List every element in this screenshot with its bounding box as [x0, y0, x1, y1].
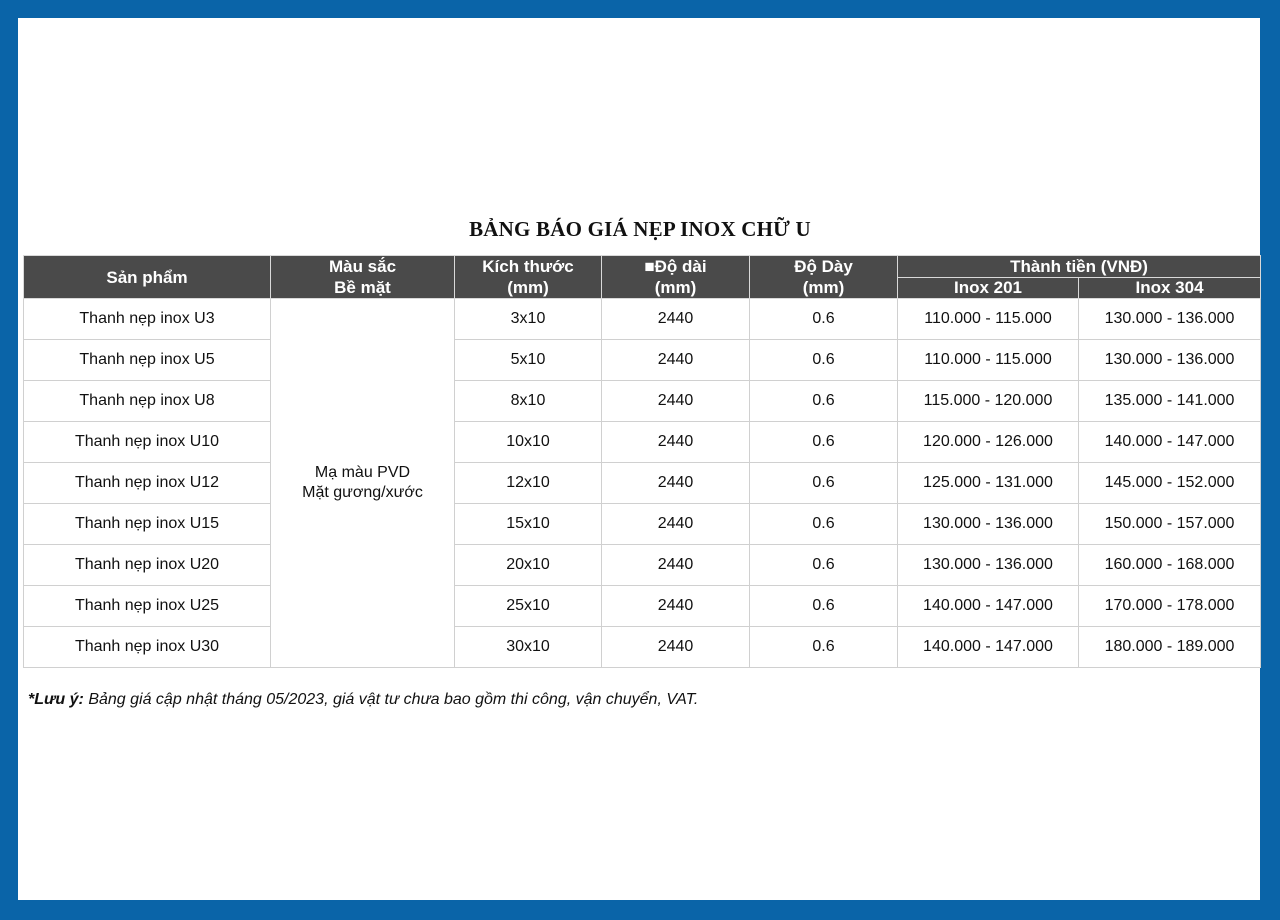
cell-size: 30x10 — [455, 627, 602, 668]
cell-length: 2440 — [602, 340, 750, 381]
cell-length: 2440 — [602, 545, 750, 586]
header-price-group: Thành tiền (VNĐ) — [898, 256, 1261, 278]
price-table — [23, 255, 1261, 668]
cell-thickness: 0.6 — [750, 381, 898, 422]
cell-inox201: 110.000 - 115.000 — [898, 340, 1079, 381]
cell-thickness: 0.6 — [750, 586, 898, 627]
cell-product: Thanh nẹp inox U12 — [24, 463, 271, 504]
header-inox304: Inox 304 — [1079, 278, 1261, 299]
cell-inox304: 145.000 - 152.000 — [1079, 463, 1261, 504]
cell-inox304: 130.000 - 136.000 — [1079, 340, 1261, 381]
cell-inox201: 125.000 - 131.000 — [898, 463, 1079, 504]
cell-thickness: 0.6 — [750, 627, 898, 668]
table-row — [24, 504, 1261, 545]
cell-size: 8x10 — [455, 381, 602, 422]
cell-inox304: 180.000 - 189.000 — [1079, 627, 1261, 668]
table-row — [24, 463, 1261, 504]
table-row — [24, 627, 1261, 668]
cell-length: 2440 — [602, 299, 750, 340]
cell-product: Thanh nẹp inox U30 — [24, 627, 271, 668]
cell-size: 25x10 — [455, 586, 602, 627]
cell-thickness: 0.6 — [750, 340, 898, 381]
header-color-surface: Màu sắc Bề mặt — [271, 256, 455, 299]
table-row — [24, 299, 1261, 340]
cell-inox304: 130.000 - 136.000 — [1079, 299, 1261, 340]
header-row — [24, 256, 1261, 278]
table-row — [24, 545, 1261, 586]
cell-size: 15x10 — [455, 504, 602, 545]
cell-size: 10x10 — [455, 422, 602, 463]
cell-length: 2440 — [602, 463, 750, 504]
cell-thickness: 0.6 — [750, 545, 898, 586]
cell-inox201: 130.000 - 136.000 — [898, 504, 1079, 545]
cell-length: 2440 — [602, 586, 750, 627]
table-row — [24, 422, 1261, 463]
cell-inox201: 115.000 - 120.000 — [898, 381, 1079, 422]
footnote — [28, 691, 698, 709]
cell-inox304: 135.000 - 141.000 — [1079, 381, 1261, 422]
header-size: Kích thước (mm) — [455, 256, 602, 299]
cell-thickness: 0.6 — [750, 463, 898, 504]
cell-product: Thanh nẹp inox U3 — [24, 299, 271, 340]
cell-inox304: 160.000 - 168.000 — [1079, 545, 1261, 586]
footnote-text: Bảng giá cập nhật tháng 05/2023, giá vật tư chưa bao gồm thi công, vận chuyển, VAT. — [83, 691, 699, 708]
cell-inox201: 120.000 - 126.000 — [898, 422, 1079, 463]
table-row — [24, 586, 1261, 627]
cell-length: 2440 — [602, 381, 750, 422]
table-row — [24, 340, 1261, 381]
footnote-label: *Lưu ý: — [28, 691, 84, 708]
cell-product: Thanh nẹp inox U8 — [24, 381, 271, 422]
cell-inox201: 130.000 - 136.000 — [898, 545, 1079, 586]
header-thickness: Độ Dày (mm) — [750, 256, 898, 299]
cell-thickness: 0.6 — [750, 422, 898, 463]
cell-product: Thanh nẹp inox U10 — [24, 422, 271, 463]
cell-size: 12x10 — [455, 463, 602, 504]
cell-inox201: 140.000 - 147.000 — [898, 586, 1079, 627]
cell-product: Thanh nẹp inox U20 — [24, 545, 271, 586]
cell-inox201: 110.000 - 115.000 — [898, 299, 1079, 340]
cell-thickness: 0.6 — [750, 299, 898, 340]
header-length: ■Độ dài (mm) — [602, 256, 750, 299]
cell-inox201: 140.000 - 147.000 — [898, 627, 1079, 668]
cell-length: 2440 — [602, 504, 750, 545]
cell-thickness: 0.6 — [750, 504, 898, 545]
cell-size: 5x10 — [455, 340, 602, 381]
cell-inox304: 150.000 - 157.000 — [1079, 504, 1261, 545]
cell-length: 2440 — [602, 422, 750, 463]
cell-inox304: 170.000 - 178.000 — [1079, 586, 1261, 627]
cell-length: 2440 — [602, 627, 750, 668]
cell-product: Thanh nẹp inox U5 — [24, 340, 271, 381]
cell-size: 20x10 — [455, 545, 602, 586]
table-row — [24, 381, 1261, 422]
page-title: BẢNG BÁO GIÁ NẸP INOX CHỮ U — [469, 217, 811, 241]
cell-product: Thanh nẹp inox U15 — [24, 504, 271, 545]
cell-product: Thanh nẹp inox U25 — [24, 586, 271, 627]
cell-inox304: 140.000 - 147.000 — [1079, 422, 1261, 463]
cell-size: 3x10 — [455, 299, 602, 340]
cell-surface: Mạ màu PVD Mặt gương/xước — [271, 299, 455, 668]
header-product: Sản phẩm — [24, 256, 271, 299]
header-inox201: Inox 201 — [898, 278, 1079, 299]
